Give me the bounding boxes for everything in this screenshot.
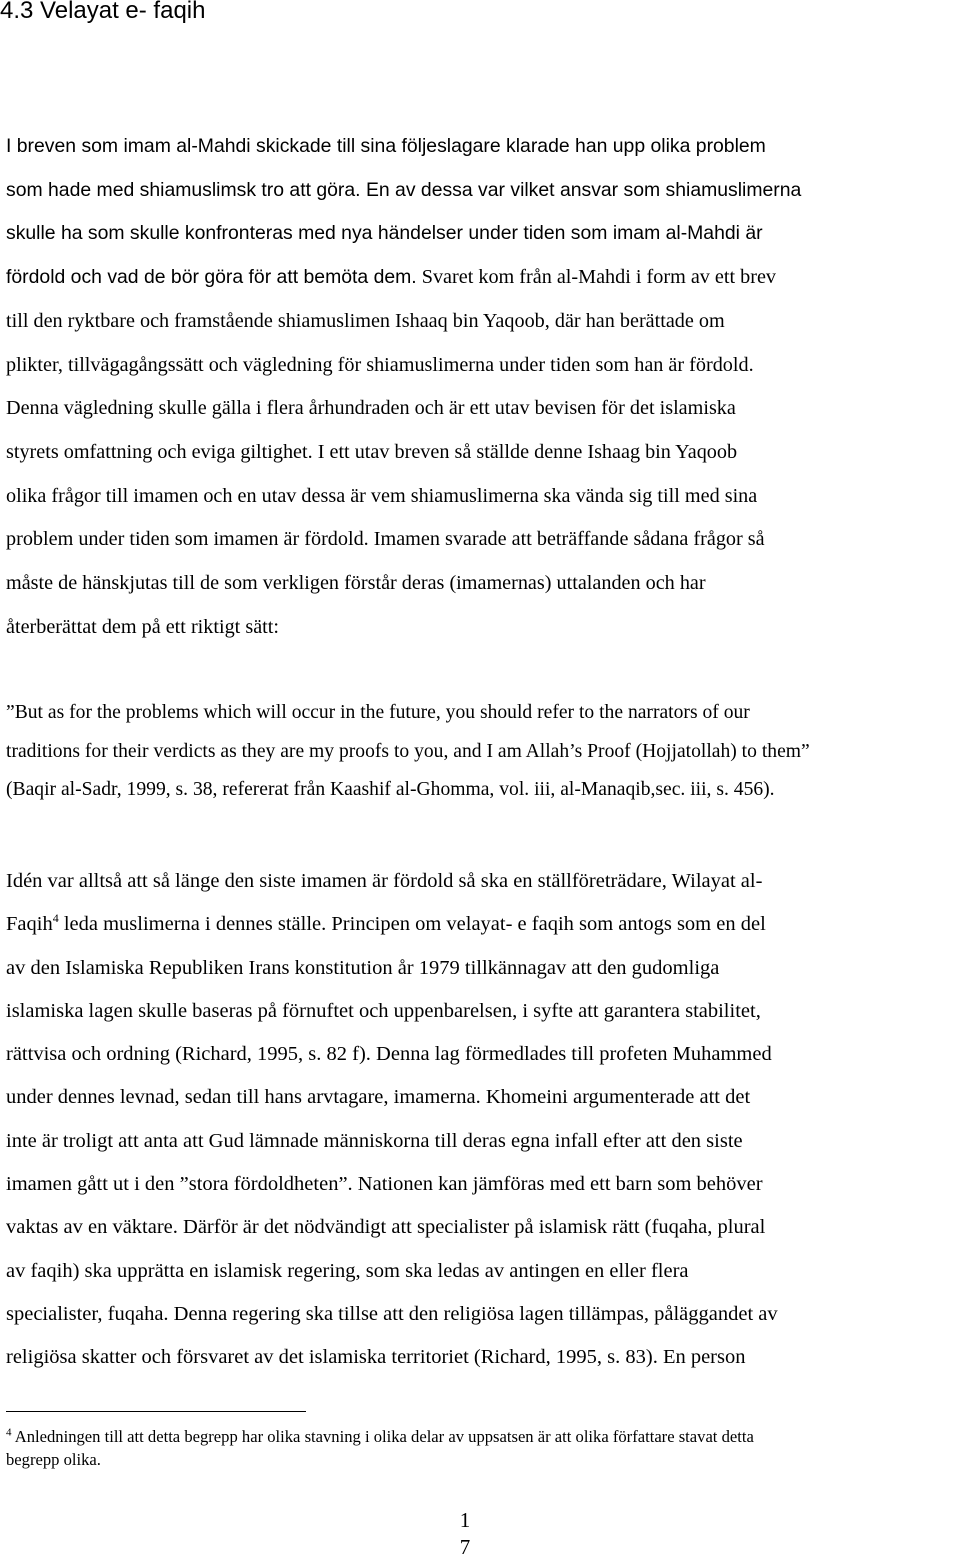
- paragraph-line: vaktas av en väktare. Därför är det nödvändigt att specialister på islamisk rätt (fuqaha, plural: [6, 1216, 766, 1239]
- paragraph-text-segment: Faqih: [6, 913, 53, 936]
- quote-line: ”But as for the problems which will occur in the future, you should refer to the narrators of our: [6, 702, 750, 723]
- quote-line: traditions for their verdicts as they are my proofs to you, and I am Allah’s Proof (Hojjatollah) to them”: [6, 740, 810, 762]
- footnote: [6, 1425, 754, 1471]
- paragraph-line: [6, 903, 958, 946]
- paragraph-line: Denna vägledning skulle gälla i flera århundraden och är ett utav bevisen för det islamiska: [6, 397, 736, 420]
- paragraph-line: olika frågor till imamen och en utav dessa är vem shiamuslimerna ska vända sig till med sina: [6, 484, 758, 507]
- paragraph-line: plikter, tillvägagångssätt och vägledning för shiamuslimerna under tiden som han är fördold.: [6, 353, 754, 376]
- paragraph-line: [6, 256, 958, 300]
- footnote-text: Anledningen till att detta begrepp har olika stavning i olika delar av uppsatsen är att olika författare stavat detta: [11, 1427, 754, 1446]
- quote-line: (Baqir al-Sadr, 1999, s. 38, refererat från Kaashif al-Ghomma, vol. iii, al-Manaqib,sec. iii, s. 456).: [6, 779, 775, 800]
- paragraph-text-segment: Svaret kom från al-Mahdi i form av ett brev: [416, 266, 777, 289]
- paragraph-line: måste de hänskjutas till de som verkligen förstår deras (imamernas) uttalanden och har: [6, 572, 706, 595]
- paragraph-1: [6, 125, 958, 649]
- paragraph-line: av faqih) ska upprätta en islamisk regering, som ska ledas av antingen en eller flera: [6, 1259, 689, 1282]
- paragraph-line: specialister, fuqaha. Denna regering ska tillse att den religiösa lagen tillämpas, påläggandet av: [6, 1302, 778, 1325]
- paragraph-line: islamiska lagen skulle baseras på förnuftet och uppenbarelsen, i syfte att garantera stabilitet,: [6, 999, 761, 1022]
- paragraph-line: återberättat dem på ett riktigt sätt:: [6, 615, 279, 638]
- paragraph-line: av den Islamiska Republiken Irans konstitution år 1979 tillkännagav att den gudomliga: [6, 956, 720, 979]
- paragraph-2: [6, 860, 958, 1380]
- paragraph-line: under dennes levnad, sedan till hans arvtagare, imamerna. Khomeini argumenterade att det: [6, 1086, 751, 1109]
- section-heading: 4.3 Velayat e- faqih: [0, 0, 206, 24]
- paragraph-line: styrets omfattning och eviga giltighet. I ett utav breven så ställde denne Ishaag bin Yaqoob: [6, 440, 738, 463]
- page-number-digit: 1: [459, 1508, 471, 1532]
- footnote-line: [6, 1425, 754, 1448]
- footnote-marker: 4: [6, 1426, 12, 1439]
- paragraph-line: rättvisa och ordning (Richard, 1995, s. 82 f). Denna lag förmedlades till profeten Muhammed: [6, 1043, 772, 1066]
- paragraph-line: till den ryktbare och framstående shiamuslimen Ishaaq bin Yaqoob, där han berättade om: [6, 309, 725, 332]
- page-number-digit: 7: [459, 1535, 471, 1559]
- footnote-line: begrepp olika.: [6, 1450, 101, 1469]
- paragraph-line: skulle ha som skulle konfronteras med nya händelser under tiden som imam al-Mahdi är: [6, 222, 763, 245]
- paragraph-line: inte är troligt att anta att Gud lämnade människorna till deras egna infall efter att den siste: [6, 1129, 743, 1152]
- paragraph-line: som hade med shiamuslimsk tro att göra. En av dessa var vilket ansvar som shiamuslimerna: [6, 178, 802, 201]
- paragraph-text-segment: leda muslimerna i dennes ställe. Principen om velayat- e faqih som antogs som en del: [58, 913, 766, 936]
- paragraph-line: Idén var alltså att så länge den siste imamen är fördold så ska en ställföreträdare, Wilayat al-: [6, 870, 763, 892]
- paragraph-line: I breven som imam al-Mahdi skickade till sina följeslagare klarade han upp olika problem: [6, 135, 766, 157]
- footnote-divider: [6, 1411, 306, 1412]
- paragraph-line: problem under tiden som imamen är fördold. Imamen svarade att beträffande sådana frågor så: [6, 528, 765, 551]
- block-quote: [6, 694, 958, 810]
- paragraph-line: imamen gått ut i den ”stora fördoldheten”. Nationen kan jämföras med ett barn som behöver: [6, 1173, 763, 1196]
- paragraph-line: religiösa skatter och försvaret av det islamiska territoriet (Richard, 1995, s. 83). En person: [6, 1346, 746, 1369]
- page-number: [455, 1507, 475, 1561]
- paragraph-text-segment: fördold och vad de bör göra för att bemöta dem.: [6, 266, 417, 289]
- footnote-reference: 4: [52, 911, 59, 926]
